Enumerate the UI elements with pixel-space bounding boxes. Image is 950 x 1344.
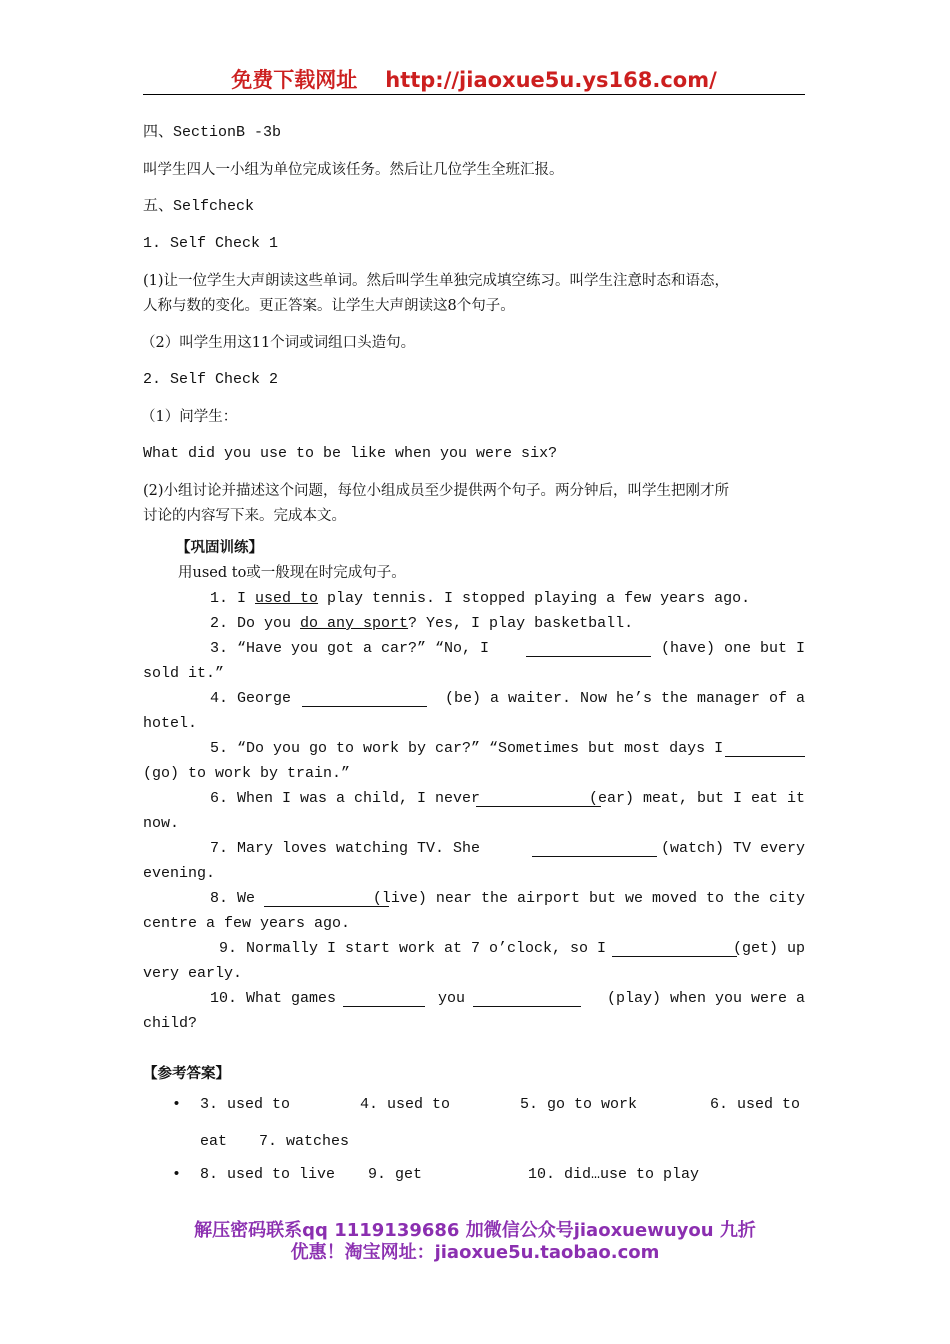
question-6-text-end: (ear) meat, but I eat it [588, 790, 805, 807]
answer-6-cont: eat [200, 1133, 228, 1150]
question-9-text: 9. Normally I start work at 7 o’clock, so I [219, 940, 607, 957]
answer-blank[interactable] [526, 642, 651, 657]
answer-3: 3. used to [200, 1096, 291, 1113]
question-7-cont: evening. [143, 865, 216, 882]
answer-7: 7. watches [259, 1133, 350, 1150]
answer-10: 10. did…use to play [528, 1166, 700, 1183]
answer-5: 5. go to work [520, 1096, 638, 1113]
question-10-text-end: (play) when you were a [606, 990, 805, 1007]
answer-blank[interactable] [476, 792, 601, 807]
answer-6: 6. used to [710, 1096, 801, 1113]
question-2-answer: do any sport [300, 615, 409, 632]
question-6 [210, 789, 805, 809]
question-2-suffix: ? Yes, I play basketball. [408, 615, 634, 632]
question-6-cont: now. [143, 815, 180, 832]
header-title: 免费下载网址 [231, 68, 358, 92]
answer-8: 8. used to live [200, 1166, 336, 1183]
answer-blank[interactable] [612, 942, 737, 957]
question-1-answer: used to [255, 590, 319, 607]
question-3-text: 3. “Have you got a car?” “No, I [210, 640, 490, 657]
question-7-text-end: (watch) TV every [660, 840, 805, 857]
question-5-text: 5. “Do you go to work by car?” “Sometimes but most days I [210, 740, 724, 757]
question-5 [210, 739, 805, 759]
question-3-cont: sold it.” [143, 665, 225, 682]
answers-title: 【参考答案】 [143, 1065, 230, 1082]
question-4-text-end: (be) a waiter. Now he’s the manager of a [444, 690, 805, 707]
page-header [143, 66, 805, 95]
exercise-instruction: 用used to或一般现在时完成句子。 [178, 565, 406, 581]
question-4-text: 4. George [210, 690, 292, 707]
section-5-title: 五、Selfcheck [143, 198, 255, 215]
footer-line-2: 优惠！淘宝网址：jiaoxue5u.taobao.com [290, 1242, 660, 1263]
section-4-title: 四、SectionB -3b [143, 124, 282, 141]
section-4-text: 叫学生四人一小组为单位完成该任务。然后让几位学生全班汇报。 [143, 162, 564, 178]
question-2 [210, 614, 633, 634]
answer-blank[interactable] [473, 992, 581, 1007]
footer-line-1: 解压密码联系qq 1119139686 加微信公众号jiaoxuewuyou 九折 [194, 1220, 756, 1241]
answer-blank[interactable] [343, 992, 425, 1007]
answer-blank[interactable] [302, 692, 427, 707]
question-8-text-end: (live) near the airport but we moved to the city [372, 890, 805, 907]
question-9-text-end: (get) up [732, 940, 805, 957]
self-check-2-paragraph-2b: 讨论的内容写下来。完成本文。 [143, 508, 346, 524]
question-8-text: 8. We [210, 890, 256, 907]
question-3 [210, 639, 805, 659]
self-check-2-paragraph-2a: (2)小组讨论并描述这个问题，每位小组成员至少提供两个句子。两分钟后，叫学生把刚才所 [143, 483, 730, 499]
question-5-cont: (go) to work by train.” [143, 765, 351, 782]
exercise-title: 【巩固训练】 [176, 539, 263, 556]
answers-bullet-2: • [172, 1166, 182, 1183]
question-7-text: 7. Mary loves watching TV. She [210, 840, 481, 857]
question-8-cont: centre a few years ago. [143, 915, 351, 932]
answer-4: 4. used to [360, 1096, 451, 1113]
question-4-cont: hotel. [143, 715, 198, 732]
question-9-cont: very early. [143, 965, 243, 982]
question-2-prefix: 2. Do you [210, 615, 301, 632]
question-7 [210, 839, 805, 859]
question-9 [219, 939, 805, 959]
question-4 [210, 689, 805, 709]
question-10-cont: child? [143, 1015, 198, 1032]
answer-blank[interactable] [532, 842, 657, 857]
question-10 [210, 989, 805, 1009]
self-check-1-paragraph-2: （2）叫学生用这11个词或词组口头造句。 [141, 335, 416, 351]
question-1 [210, 589, 750, 609]
self-check-2-title: 2. Self Check 2 [143, 371, 279, 388]
question-3-text-end: (have) one but I [660, 640, 805, 657]
answer-9: 9. get [368, 1166, 423, 1183]
question-10-text: 10. What games [210, 990, 337, 1007]
self-check-2-question: What did you use to be like when you were six? [143, 445, 558, 462]
self-check-2-paragraph-1: （1）问学生： [141, 409, 238, 425]
answer-blank[interactable] [725, 742, 805, 757]
question-8 [210, 889, 805, 909]
self-check-1-paragraph-1b: 人称与数的变化。更正答案。让学生大声朗读这8个句子。 [143, 298, 515, 314]
answer-blank[interactable] [264, 892, 389, 907]
self-check-1-title: 1. Self Check 1 [143, 235, 279, 252]
header-url[interactable]: http://jiaoxue5u.ys168.com/ [385, 68, 717, 92]
question-6-text: 6. When I was a child, I never [210, 790, 481, 807]
answers-bullet-1: • [172, 1096, 182, 1113]
question-1-suffix: play tennis. I stopped playing a few years ago. [318, 590, 751, 607]
question-10-text-mid: you [438, 990, 466, 1007]
question-1-prefix: 1. I [210, 590, 256, 607]
self-check-1-paragraph-1a: (1)让一位学生大声朗读这些单词。然后叫学生单独完成填空练习。叫学生注意时态和语态， [143, 273, 730, 289]
